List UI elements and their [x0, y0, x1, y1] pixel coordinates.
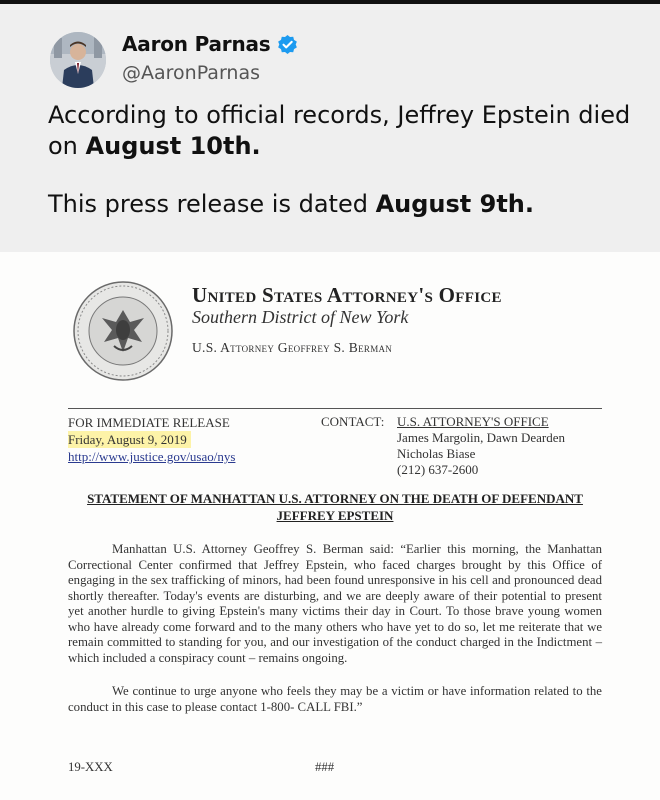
release-info: [68, 414, 235, 465]
office-district: Southern District of New York: [192, 307, 409, 327]
contact-office: U.S. ATTORNEY'S OFFICE: [397, 414, 549, 429]
header-divider: [68, 408, 602, 409]
tweet-line-1-text: According to official records, Jeffrey Epstein died on: [48, 101, 631, 160]
office-attorney: U.S. Attorney Geoffrey S. Berman: [192, 340, 393, 355]
statement-title: STATEMENT OF MANHATTAN U.S. ATTORNEY ON THE DEATH OF DEFENDANT JEFFREY EPSTEIN: [87, 491, 583, 523]
verified-badge-icon: [277, 34, 298, 55]
contact-label: CONTACT:: [321, 414, 385, 429]
author-handle[interactable]: @AaronParnas: [122, 62, 261, 84]
office-title: United States Attorney's Office: [192, 283, 502, 307]
contact-name-2: Nicholas Biase: [397, 446, 476, 461]
end-mark: ###: [315, 760, 335, 774]
tweet-author: [122, 32, 298, 84]
contact-phone: (212) 637-2600: [397, 462, 479, 477]
tweet-line-2-bold: August 9th.: [375, 190, 534, 218]
avatar[interactable]: [50, 32, 106, 88]
tweet-card: [0, 0, 660, 252]
release-label: FOR IMMEDIATE RELEASE: [68, 415, 230, 430]
document-number: 19-XXX: [68, 760, 113, 774]
author-name[interactable]: Aaron Parnas: [122, 32, 271, 56]
avatar-photo: [50, 32, 106, 88]
statement-paragraph: Manhattan U.S. Attorney Geoffrey S. Berman said: “Earlier this morning, the Manhattan Correctional Center confirmed that Jeffrey Epstein, who faced charges brought by this Office of engaging in the sex trafficking of minors, had been found unresponsive in his cell and pronounced dead shortly thereafter. Today's events are disturbing, and we are deeply aware of their potential to present yet another hurdle to giving Epstein's many victims their day in Court. To those brave young women who have already come forward and to the many others who have yet to do so, let me reiterate that we remain committed to standing for you, and our investigation of the conduct charged in the Indictment – which included a conspiracy count – remains ongoing.: [68, 542, 602, 665]
contact-info: [397, 414, 565, 478]
doj-seal-icon: [72, 280, 174, 382]
release-date: Friday, August 9, 2019: [68, 431, 191, 448]
statement-paragraph: We continue to urge anyone who feels they may be a victim or have information related to the conduct in this case to please contact 1-800- CALL FBI.”: [68, 684, 602, 714]
tweet-line-1: [48, 100, 638, 162]
statement-body: [68, 542, 602, 715]
tweet-line-2: [48, 189, 638, 220]
tweet-line-1-bold: August 10th.: [85, 132, 261, 160]
tweet-line-2-text: This press release is dated: [48, 190, 376, 218]
contact-names: James Margolin, Dawn Dearden: [397, 430, 565, 445]
press-release-image: [0, 252, 660, 800]
tweet-text: [48, 100, 638, 220]
doj-link[interactable]: http://www.justice.gov/usao/nys: [68, 449, 236, 464]
